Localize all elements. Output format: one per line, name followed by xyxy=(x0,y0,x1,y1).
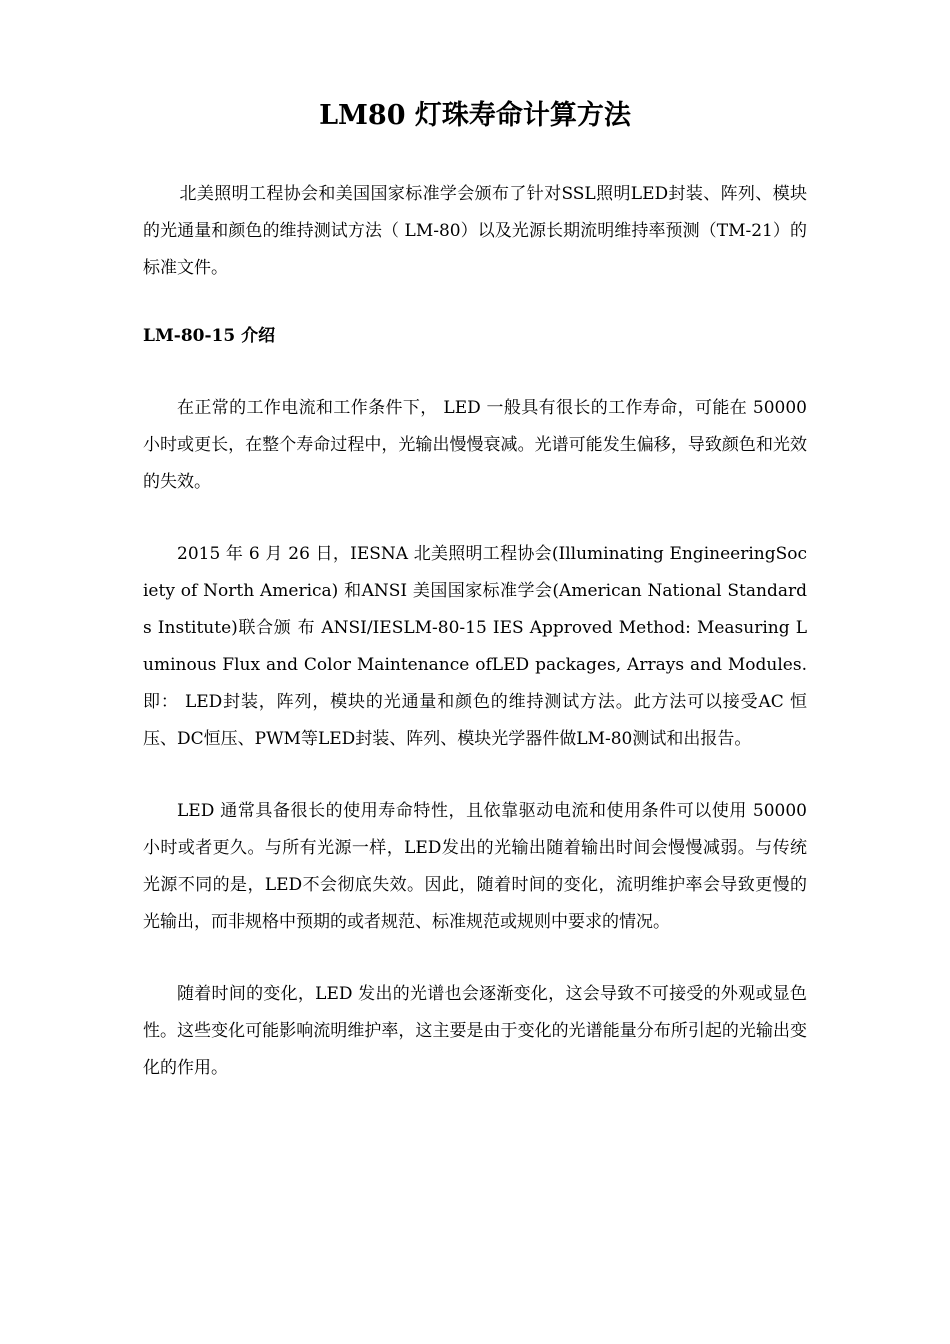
intro-paragraph: 北美照明工程协会和美国国家标准学会颁布了针对SSL照明LED封装、阵列、模块的光通量和颜色的维持测试方法（ LM-80）以及光源长期流明维持率预测（TM-21）的标准文件。 xyxy=(143,184,807,278)
body-paragraph: 2015 年 6 月 26 日，IESNA 北美照明工程协会(Illuminating EngineeringSociety of North America) 和ANSI 美国国家标准学会(American National Standards Institute)联合颁 布 ANSI/IESLM-80-15 IES Approved Method: Measuring Luminous Flux and Color Maintenance ofLED packages, Arrays and Modules.即： LED封装，阵列，模块的光通量和颜色的维持测试方法。此方法可以接受AC 恒压、DC恒压、PWM等LED封装、阵列、模块光学器件做LM-80测试和出报告。 xyxy=(143,544,807,749)
document-body xyxy=(143,176,807,1087)
spacer xyxy=(143,287,807,318)
spacer xyxy=(143,501,807,536)
spacer xyxy=(143,941,807,976)
body-paragraph: 随着时间的变化，LED 发出的光谱也会逐渐变化，这会导致不可接受的外观或显色性。这些变化可能影响流明维护率，这主要是由于变化的光谱能量分布所引起的光输出变化的作用。 xyxy=(143,984,807,1078)
body-paragraph: 在正常的工作电流和工作条件下， LED 一般具有很长的工作寿命，可能在 50000 小时或更长，在整个寿命过程中，光输出慢慢衰减。光谱可能发生偏移，导致颜色和光效的失效。 xyxy=(143,398,807,492)
spacer xyxy=(143,355,807,390)
body-paragraph: LED 通常具备很长的使用寿命特性，且依靠驱动电流和使用条件可以使用 50000 小时或者更久。与所有光源一样，LED发出的光输出随着输出时间会慢慢减弱。与传统光源不同的是，LED不会彻底失效。因此，随着时间的变化，流明维护率会导致更慢的光输出，而非规格中预期的或者规范、标准规范或规则中要求的情况。 xyxy=(143,801,807,932)
spacer xyxy=(143,758,807,793)
page-title: LM80 灯珠寿命计算方法 xyxy=(319,100,631,131)
section-heading: LM-80-15 介绍 xyxy=(143,326,276,346)
